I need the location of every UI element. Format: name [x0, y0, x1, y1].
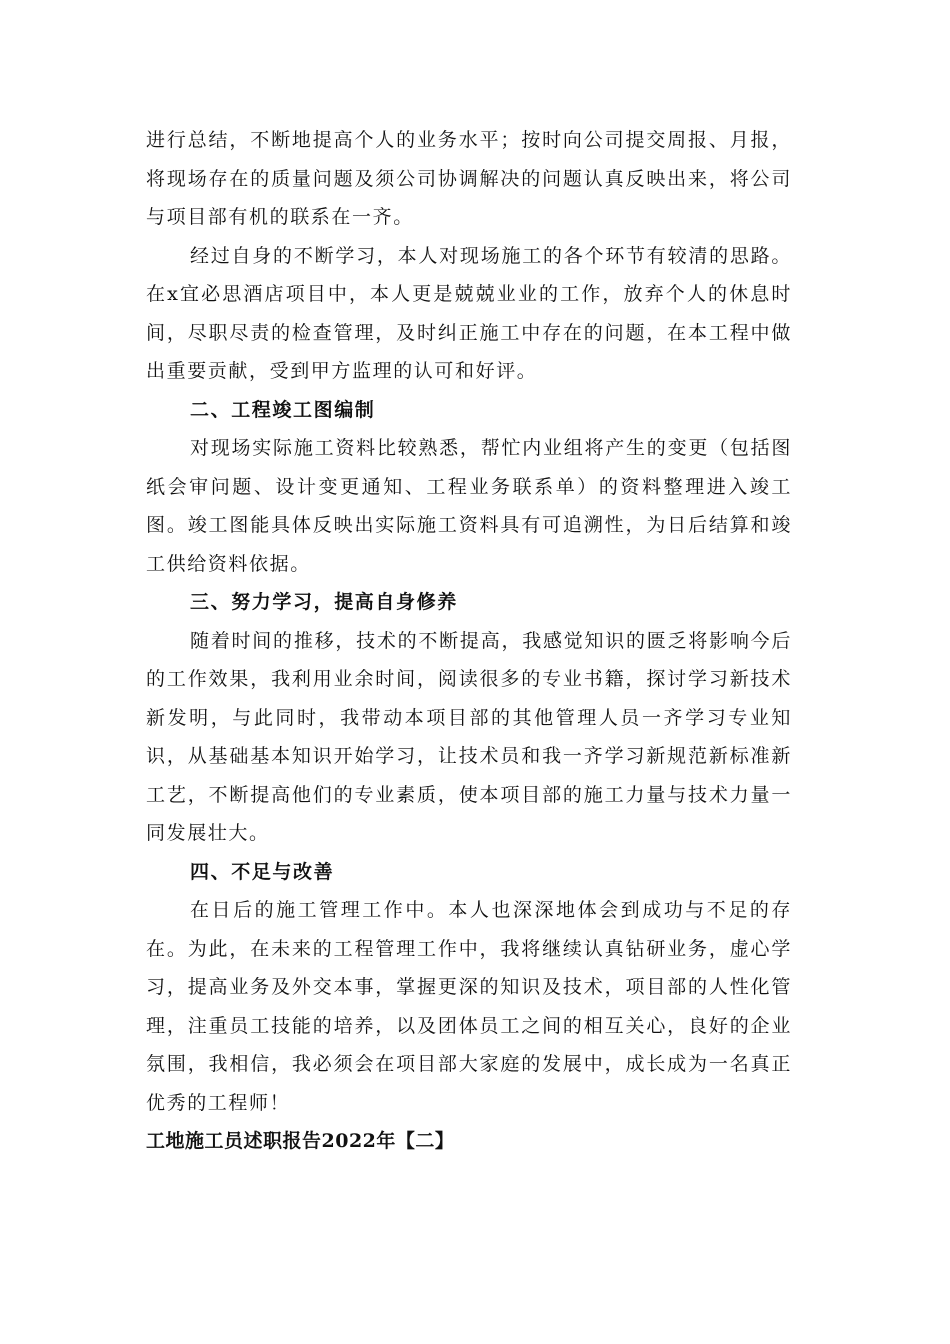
paragraph-summary-continuation: 进行总结，不断地提高个人的业务水平；按时向公司提交周报、月报，将现场存在的质量问题及须公司协调解决的问题认真反映出来，将公司与项目部有机的联系在一齐。: [146, 129, 792, 228]
section-heading-shortcomings: 四、不足与改善: [190, 860, 335, 883]
paragraph-study-improvement: 随着时间的推移，技术的不断提高，我感觉知识的匮乏将影响今后的工作效果，我利用业余时间，阅读很多的专业书籍，探讨学习新技术新发明，与此同时，我带动本项目部的其他管理人员一齐学习专业知识，从基础基本知识开始学习，让技术员和我一齐学习新规范新标准新工艺，不断提高他们的专业素质，使本项目部的施工力量与技术力量一同发展壮大。: [146, 629, 792, 844]
paragraph-self-study: 经过自身的不断学习，本人对现场施工的各个环节有较清的思路。在x宜必思酒店项目中，本人更是兢兢业业的工作，放弃个人的休息时间，尽职尽责的检查管理，及时纠正施工中存在的问题，在本工程中做出重要贡献，受到甲方监理的认可和好评。: [146, 244, 792, 382]
paragraph-completion-drawings: 对现场实际施工资料比较熟悉，帮忙内业组将产生的变更（包括图纸会审问题、设计变更通知、工程业务联系单）的资料整理进入竣工图。竣工图能具体反映出实际施工资料具有可追溯性，为日后结算和竣工供给资料依据。: [146, 437, 792, 575]
paragraph-shortcomings: 在日后的施工管理工作中。本人也深深地体会到成功与不足的存在。为此，在未来的工程管理工作中，我将继续认真钻研业务，虚心学习，提高业务及外交本事，掌握更深的知识及技术，项目部的人性化管理，注重员工技能的培养，以及团体员工之间的相互关心，良好的企业氛围，我相信，我必须会在项目部大家庭的发展中，成长成为一名真正优秀的工程师！: [146, 899, 792, 1114]
section-heading-completion-drawings: 二、工程竣工图编制: [190, 398, 376, 421]
section-heading-study-improvement: 三、努力学习，提高自身修养: [190, 591, 458, 613]
document-body: [146, 121, 792, 1161]
report-title-part-two: 工地施工员述职报告2022年【二】: [146, 1130, 455, 1152]
